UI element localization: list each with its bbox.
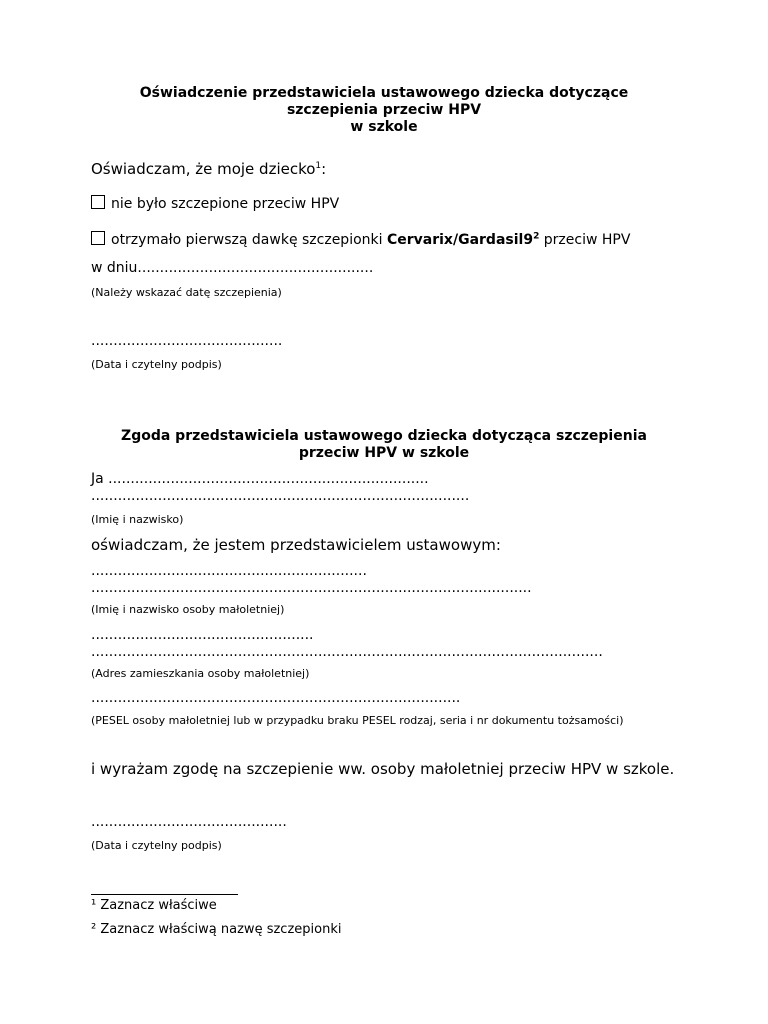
consent-title-line1: Zgoda przedstawiciela ustawowego dziecka dotycząca szczepienia bbox=[121, 428, 647, 444]
footnote-ref-1: 1 bbox=[315, 161, 322, 171]
option-not-vaccinated-label: nie było szczepione przeciw HPV bbox=[111, 196, 340, 212]
minor-name-field-line2[interactable]: ................................................................................................... bbox=[91, 580, 532, 596]
guardian-declaration: oświadczam, że jestem przedstawicielem ustawowym: bbox=[91, 536, 501, 554]
vaccination-date-hint: (Należy wskazać datę szczepienia) bbox=[91, 286, 282, 299]
statement-intro-colon: : bbox=[321, 160, 327, 178]
statement-intro-text: Oświadczam, że moje dziecko bbox=[91, 160, 316, 178]
consent-statement: i wyrażam zgodę na szczepienie ww. osoby małoletniej przeciw HPV w szkole. bbox=[91, 760, 675, 778]
option-first-dose-suffix: przeciw HPV bbox=[539, 232, 631, 248]
footnote-1: ¹ Zaznacz właściwe bbox=[91, 898, 217, 913]
option-not-vaccinated[interactable] bbox=[91, 195, 339, 213]
statement-title-line1: Oświadczenie przedstawiciela ustawowego dziecka dotyczące bbox=[139, 85, 629, 101]
footnote-ref-2: 2 bbox=[533, 231, 540, 242]
statement-signature-line[interactable]: ........................................... bbox=[91, 333, 283, 349]
statement-intro bbox=[91, 160, 326, 178]
minor-name-hint: (Imię i nazwisko osoby małoletniej) bbox=[91, 603, 285, 616]
pesel-field[interactable]: ................................................................................... bbox=[91, 690, 461, 706]
option-first-dose[interactable] bbox=[91, 231, 630, 249]
checkbox-first-dose[interactable] bbox=[91, 231, 105, 245]
statement-signature-hint: (Data i czytelny podpis) bbox=[91, 358, 222, 371]
guardian-name-field-line2[interactable]: ..................................................................................... bbox=[91, 488, 470, 504]
footnote-2: ² Zaznacz właściwą nazwę szczepionki bbox=[91, 922, 342, 937]
minor-name-field-line1[interactable]: .............................................................. bbox=[91, 563, 367, 579]
footnote-divider bbox=[91, 894, 238, 895]
statement-title-line2: szczepienia przeciw HPV bbox=[286, 102, 482, 118]
checkbox-not-vaccinated[interactable] bbox=[91, 195, 105, 209]
vaccine-name: Cervarix/Gardasil9 bbox=[386, 232, 534, 248]
consent-title-line2: przeciw HPV w szkole bbox=[298, 445, 470, 461]
minor-address-field-line2[interactable]: ................................................................................................................... bbox=[91, 644, 603, 660]
guardian-name-field-line1[interactable]: Ja ........................................................................ bbox=[91, 471, 429, 487]
vaccination-date-field[interactable]: w dniu..................................................... bbox=[91, 260, 374, 276]
consent-signature-hint: (Data i czytelny podpis) bbox=[91, 839, 222, 852]
consent-signature-line[interactable]: ............................................ bbox=[91, 814, 287, 830]
minor-address-hint: (Adres zamieszkania osoby małoletniej) bbox=[91, 667, 310, 680]
statement-title-line3: w szkole bbox=[350, 119, 418, 135]
option-first-dose-prefix: otrzymało pierwszą dawkę szczepionki bbox=[111, 232, 387, 248]
minor-address-field-line1[interactable]: .................................................. bbox=[91, 627, 314, 643]
guardian-name-hint: (Imię i nazwisko) bbox=[91, 513, 184, 526]
pesel-hint: (PESEL osoby małoletniej lub w przypadku braku PESEL rodzaj, seria i nr dokumentu tożsamości) bbox=[91, 714, 624, 727]
